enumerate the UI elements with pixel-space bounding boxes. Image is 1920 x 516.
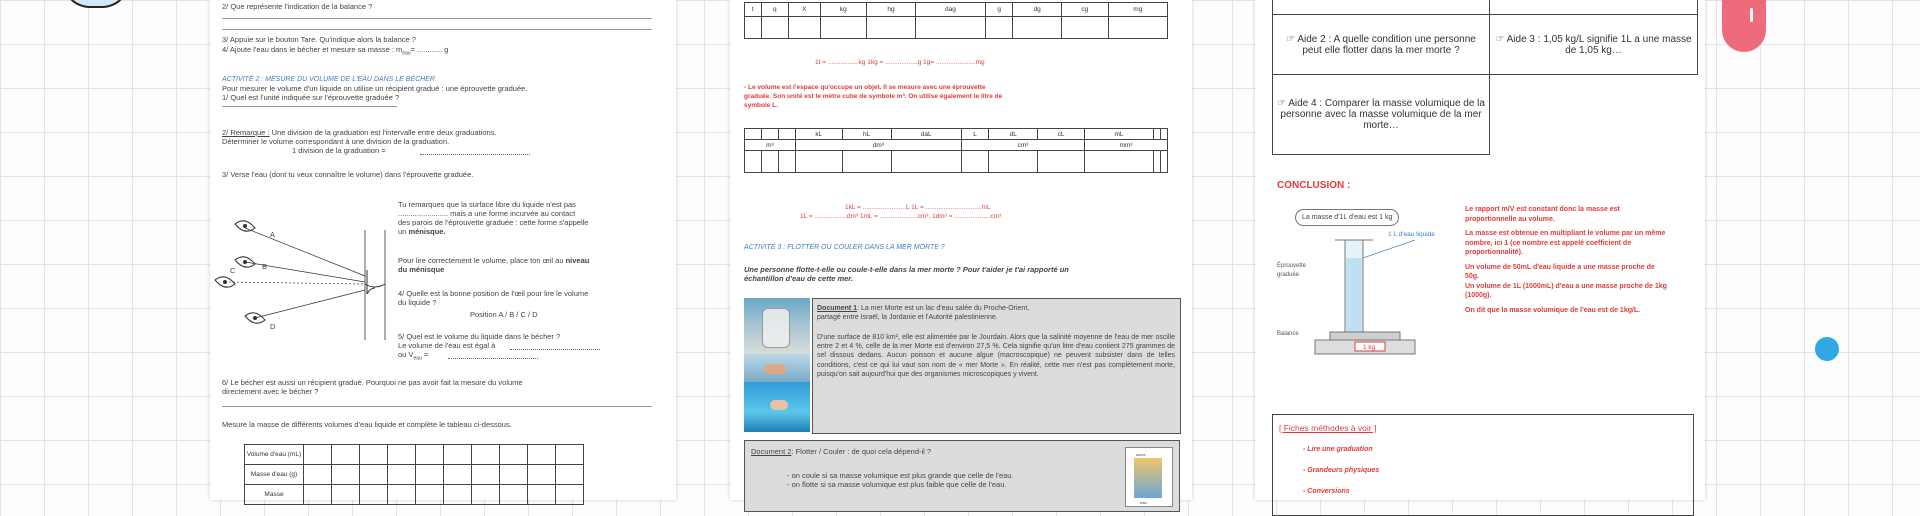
question-6b: directement avec le bécher ?: [222, 387, 319, 396]
activity-2-intro: Pour mesurer le volume d'un liquide on utilise un récipient gradué : une éprouvette graduée.: [222, 84, 528, 93]
method-item[interactable]: - Conversions: [1303, 488, 1350, 495]
mass-unit: mg: [1108, 3, 1167, 17]
table-row-volume: Volume d'eau (mL): [245, 445, 304, 465]
pool-photo: [744, 382, 810, 432]
reading-instruction: Pour lire correctement le volume, place ton œil au niveau: [398, 256, 590, 265]
menisque-line-4: un ménisque.: [398, 227, 446, 236]
reading-instruction-2: du ménisque: [398, 265, 445, 274]
menisque-line-3: des parois de l'éprouvette graduée : cette forme s'appelle: [398, 218, 589, 227]
volume-conversion-line-1: 1kL = ........................L 1L = ...............................mL: [845, 204, 991, 211]
eye-position-diagram: [215, 210, 395, 350]
mass-unit: dg: [1013, 3, 1062, 17]
menisque-line-1: Tu remarques que la surface libre du liquide n'est pas: [398, 200, 576, 209]
question-5: 5/ Quel est le volume du liquide dans le bécher ?: [398, 332, 561, 341]
top-left-decoration: [62, 0, 130, 8]
mass-unit: X: [788, 3, 820, 17]
worksheet-page-2: [730, 0, 1192, 505]
question-1: 1/ Quel est l'unité indiquée sur l'éprouvette graduée ?: [222, 93, 400, 102]
question-4: 4/ Ajoute l'eau dans le bécher et mesure sa masse : $m_{eau}=$ ............ g: [222, 45, 449, 57]
volume-definition-3: symbole L.: [744, 102, 778, 109]
remark-line-3: 1 division de la graduation =: [292, 146, 386, 155]
table-intro: Mesure la masse de différents volumes d'eau liquide et complète le tableau ci-dessous.: [222, 420, 512, 429]
method-item[interactable]: - Lire une graduation: [1303, 446, 1373, 453]
mass-unit: cg: [1062, 3, 1109, 17]
question-3b: 3/ Verse l'eau (dont tu veux connaître le volume) dans l'éprouvette graduée.: [222, 170, 474, 179]
activity-3-question-2: échantillon d'eau de cette mer.: [744, 274, 853, 283]
table-row-mass-2: Masse: [245, 485, 304, 505]
volume-unit: kL: [795, 129, 842, 140]
dead-sea-sample-photo: [744, 298, 810, 354]
hint-2: ☞ Aide 2 : A quelle condition une personne peut elle flotter dans la mer morte ?: [1273, 15, 1490, 75]
conclusion-point-4: Un volume de 1L (1000mL) d'eau a une masse proche de 1kg (1000g).: [1465, 282, 1667, 299]
mass-unit: dag: [915, 3, 985, 17]
mass-unit: q: [761, 3, 788, 17]
dead-sea-floating-photo: [744, 354, 810, 382]
volume-conversion-line-2: 1L = ..................dm³ 1mL = .....................cm³, 1dm³ = ....................cm³: [800, 213, 1002, 220]
blue-dot-decoration: [1815, 337, 1839, 361]
question-3: 3/ Appuie sur le bouton Tare. Qu'indique alors la balance ?: [222, 35, 416, 44]
menisque-line-2: ........................ mais a une forme incurvée au contact: [398, 209, 576, 218]
hint-4: ☞ Aide 4 : Comparer la masse volumique de la personne avec la masse volumique de la mer morte…: [1273, 75, 1490, 155]
conclusion-title: CONCLUSION :: [1277, 180, 1351, 191]
eye-label-a: A: [270, 230, 276, 239]
volume-definition-2: graduée. Son unité est le mètre cube de symbole m³. On utilise également le litre de: [744, 93, 1003, 100]
volume-unit-cubic: cm³: [961, 140, 1084, 151]
conclusion-point-1: Le rapport m/V est constant donc la masse est proportionnelle au volume.: [1465, 206, 1620, 223]
mass-unit: kg: [820, 3, 867, 17]
mass-unit: hg: [867, 3, 916, 17]
volume-unit: hL: [842, 129, 891, 140]
volume-unit-cubic: m³: [745, 140, 796, 151]
volume-unit: dL: [989, 129, 1038, 140]
methods-box: [1272, 414, 1694, 516]
activity-3-title: ACTIVITÉ 3 : FLOTTER OU COULER DANS LA MER MORTE ?: [744, 244, 945, 251]
speech-bubble: La masse d'1L d'eau est 1 kg: [1295, 209, 1399, 226]
question-4b: 4/ Quelle est la bonne position de l'œil pour lire le volume: [398, 289, 589, 298]
mass-conversion-line: 1t = .................kg 1kg = ..................g 1g= ......................mg: [815, 59, 985, 66]
question-6: 6/ Le bécher est aussi un récipient gradué. Pourquoi ne pas avoir fait la mesure du volume: [222, 378, 523, 387]
question-2: 2/ Que représente l'indication de la balance ?: [222, 2, 373, 11]
mass-volume-table: [244, 444, 584, 505]
worksheet-page-1: [210, 0, 676, 500]
activity-2-title: ACTIVITÉ 2 : MESURE DU VOLUME DE L'EAU DANS LE BÉCHER: [222, 76, 435, 83]
position-choices: Position A / B / C / D: [470, 310, 538, 319]
volume-unit: L: [961, 129, 988, 140]
methods-title: [ Fiches méthodes à voir ]: [1279, 423, 1377, 433]
mass-unit: t: [745, 3, 762, 17]
volume-definition-1: - Le volume est l'espace qu'occupe un objet. Il se mesure avec une éprouvette: [744, 84, 986, 91]
table-row-mass: Masse d'eau (g): [245, 465, 304, 485]
eye-label-d: D: [270, 322, 276, 331]
document-1-text: D'une surface de 810 km², elle est alimentée par le Jourdain. Alors que la salinité moyenne de l'eau de mer oscille entre 2 et 4 %, celle de la mer Morte est d'environ 27,5 %. Cela signifie qu'un litre d'eau contient 275 grammes de sel dissous dedans. Aucun poisson et aucune algue (macroscopique) ne peuvent subsister dans de telles conditions, c'est ce qui lui vaut son nom de « mer Morte ». En réalité, cette mer n'est pas complètement morte, puisqu'on sait aujourd'hui que des organismes microscopiques y vivent.: [817, 334, 1175, 378]
eye-label-c: C: [230, 266, 236, 275]
activity-3-question: Une personne flotte-t-elle ou coule-t-elle dans la mer morte ? Pour t'aider je t'ai rapporté un: [744, 265, 1069, 274]
question-4b-line-2: du liquide ?: [398, 298, 437, 307]
document-2-line-2: - on flotte si sa masse volumique est plus faible que celle de l'eau.: [787, 480, 1007, 489]
remark-line-2: Déterminer le volume correspondant à une division de la graduation.: [222, 137, 450, 146]
worksheet-page-3: [1255, 0, 1705, 500]
conclusion-point-3: Un volume de 50mL d'eau liquide a une masse proche de 50g.: [1465, 263, 1655, 280]
graduated-cylinder-diagram: [1275, 230, 1435, 360]
hints-table: [1272, 0, 1698, 155]
label-1kg: 1 kg: [1363, 344, 1376, 351]
volume-unit: daL: [891, 129, 961, 140]
question-5b: Le volume de l'eau est égal à: [398, 341, 496, 350]
document-2-title: Document 2: Flotter / Couler : de quoi cela dépend-il ?: [751, 447, 932, 456]
mass-unit: g: [985, 3, 1012, 17]
volume-unit-cubic: mm³: [1084, 140, 1167, 151]
remark: 2/ Remarque : Une division de la graduation est l'intervalle entre deux graduations.: [222, 128, 497, 137]
volume-conversion-table: [744, 128, 1168, 173]
document-2-line-1: - on coule si sa masse volumique est plus grande que celle de l'eau.: [787, 471, 1014, 480]
label-balance: Balance: [1277, 331, 1299, 337]
document-2: [744, 440, 1180, 512]
document-1-header: Document 1: La mer Morte est un lac d'eau salée du Proche-Orient, partagé entre Israël, la Jordanie et l'Autorité palestinienne.: [817, 305, 1030, 321]
hint-3: ☞ Aide 3 : 1,05 kg/L signifie 1L a une masse de 1,05 kg…: [1490, 15, 1698, 75]
question-5c: ou $V_{eau}$ =: [398, 350, 429, 362]
mass-conversion-table: [744, 2, 1168, 39]
volume-unit: mL: [1084, 129, 1153, 140]
method-item[interactable]: - Grandeurs physiques: [1303, 467, 1380, 474]
conclusion-text: [1465, 205, 1670, 315]
conclusion-point-5: On dit que la masse volumique de l'eau est de 1kg/L.: [1465, 306, 1641, 314]
label-eprouvette: Éprouvette graduée: [1277, 263, 1307, 278]
volume-unit: cL: [1038, 129, 1085, 140]
pink-pen-decoration: [1722, 0, 1766, 52]
document-1: [812, 298, 1181, 434]
label-1l-water: 1 L d'eau liquide: [1388, 231, 1435, 238]
eye-label-b: B: [262, 262, 268, 271]
volume-unit-cubic: dm³: [795, 140, 961, 151]
density-illustration: sucre eau: [1125, 447, 1173, 507]
conclusion-point-2: La masse est obtenue en multipliant le volume par un même nombre, ici 1 (ce nombre est appelé coefficient de proportionnalité).: [1465, 230, 1666, 256]
